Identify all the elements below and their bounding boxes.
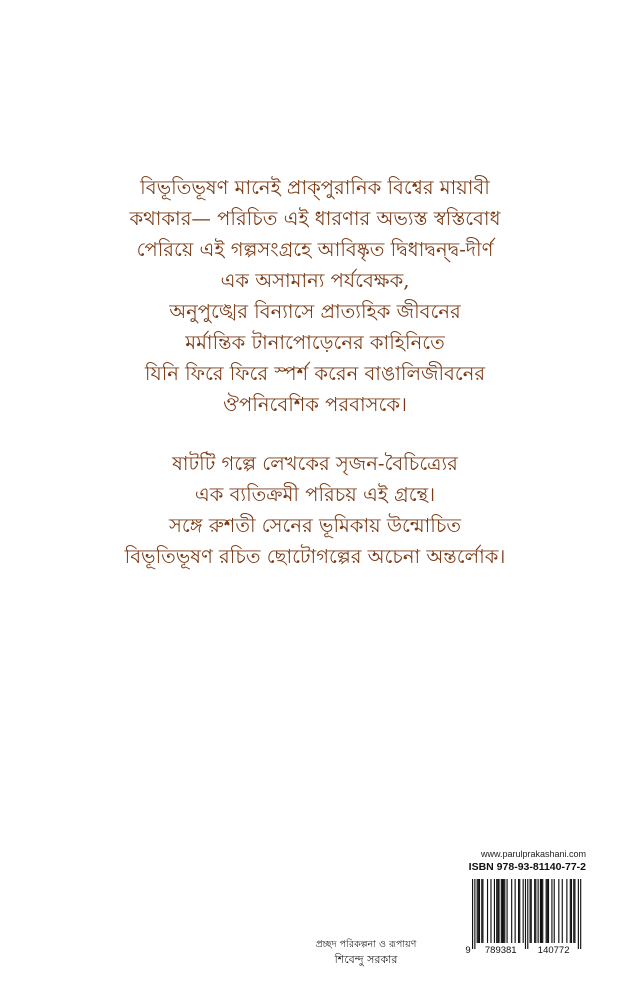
barcode-bar (502, 879, 503, 943)
blurb-line: ঔপনিবেশিক পরবাসকে। (223, 393, 407, 416)
barcode-bar (580, 879, 581, 949)
barcode-bar (527, 879, 528, 949)
blurb-line: যিনি ফিরে ফিরে স্পর্শ করেন বাঙালিজীবনের (144, 362, 486, 385)
barcode-bar (481, 879, 482, 943)
barcode-bar (578, 879, 579, 949)
barcode-bar (497, 879, 498, 943)
barcode-image (462, 877, 586, 957)
barcode-bar (511, 879, 512, 943)
barcode-bar (504, 879, 505, 943)
barcode-bar (540, 879, 541, 943)
credit-name: শিবেন্দু সরকার (334, 953, 398, 966)
blurb-line: অনুপুঙ্খের বিন্যাসে প্রাত্যহিক জীবনের (169, 300, 461, 323)
barcode-bar (478, 879, 479, 943)
blurb-line: এক অসামান্য পর্যবেক্ষক, (220, 269, 410, 292)
barcode-bar (571, 879, 572, 943)
blurb-line: পেরিয়ে এই গল্পসংগ্রহে আবিষ্কৃত দ্বিধাদ্বন্দ্ব-দীর্ণ (136, 238, 494, 261)
barcode-bar (548, 879, 549, 943)
barcode-bar (530, 879, 531, 943)
barcode-bar (566, 879, 567, 943)
barcode-bar (487, 879, 488, 943)
barcode-bar (558, 879, 559, 943)
barcode-bar (531, 879, 532, 943)
barcode-digits: 140772 (537, 945, 570, 956)
blurb-line: কথাকার— পরিচিত এই ধারণার অভ্যস্ত স্বস্তিবোধ (129, 207, 501, 230)
barcode-bar (472, 879, 473, 949)
barcode-bar (523, 879, 524, 943)
barcode-bar (474, 879, 475, 949)
blurb-line: মর্মান্তিক টানাপোড়েনের কাহিনিতে (185, 331, 445, 354)
barcode-bar (542, 879, 543, 943)
barcode-bar (570, 879, 571, 943)
isbn-label: ISBN 978-93-81140-77-2 (468, 861, 586, 873)
barcode-bar (498, 879, 499, 943)
blurb-paragraph-1 (40, 172, 590, 420)
barcode-bar (525, 879, 526, 949)
barcode-bar (551, 879, 552, 943)
cover-credit (296, 938, 436, 968)
barcode-bar (477, 879, 478, 943)
barcode-bar (554, 879, 555, 943)
barcode-bar (496, 879, 497, 943)
barcode-bar (501, 879, 502, 943)
barcode-bar (494, 879, 495, 943)
barcode-digits: 9 (465, 945, 471, 956)
barcode-bar (546, 879, 547, 943)
barcode-bar (519, 879, 520, 943)
barcode-bar (574, 879, 575, 943)
barcode-bar (515, 879, 516, 943)
barcode-bar (535, 879, 536, 943)
blurb-paragraph-2 (40, 448, 590, 572)
barcode-bar (503, 879, 504, 943)
barcode-bar (562, 879, 563, 943)
barcode-bar (490, 879, 491, 943)
barcode-block (462, 848, 586, 957)
barcode-bar (534, 879, 535, 943)
barcode-bar (482, 879, 483, 943)
barcode-bar (541, 879, 542, 943)
barcode-bar (538, 879, 539, 943)
credit-role: প্রচ্ছদ পরিকল্পনা ও রূপায়ণ (315, 939, 417, 950)
barcode-digits: 789381 (484, 945, 517, 956)
barcode-bar (479, 879, 480, 943)
blurb-line: বিভূতিভূষণ রচিত ছোটোগল্পের অচেনা অন্তর্লোক। (124, 545, 506, 568)
blurb-line: বিভূতিভূষণ মানেই প্রাক্‌পুরানিক বিশ্বের মায়াবী (140, 176, 490, 199)
barcode-bar (518, 879, 519, 943)
barcode-bar (547, 879, 548, 943)
blurb-line: সঙ্গে রুশতী সেনের ভূমিকায় উন্মোচিত (168, 514, 462, 537)
blurb-line: ষাটটি গল্পে লেখকের সৃজন-বৈচিত্র্যের (172, 452, 458, 475)
blurb-line: এক ব্যতিক্রমী পরিচয় এই গ্রন্থে। (194, 483, 436, 506)
barcode-bar (573, 879, 574, 943)
publisher-website: www.parulprakashani.com (480, 849, 586, 859)
barcode-bar (507, 879, 508, 943)
